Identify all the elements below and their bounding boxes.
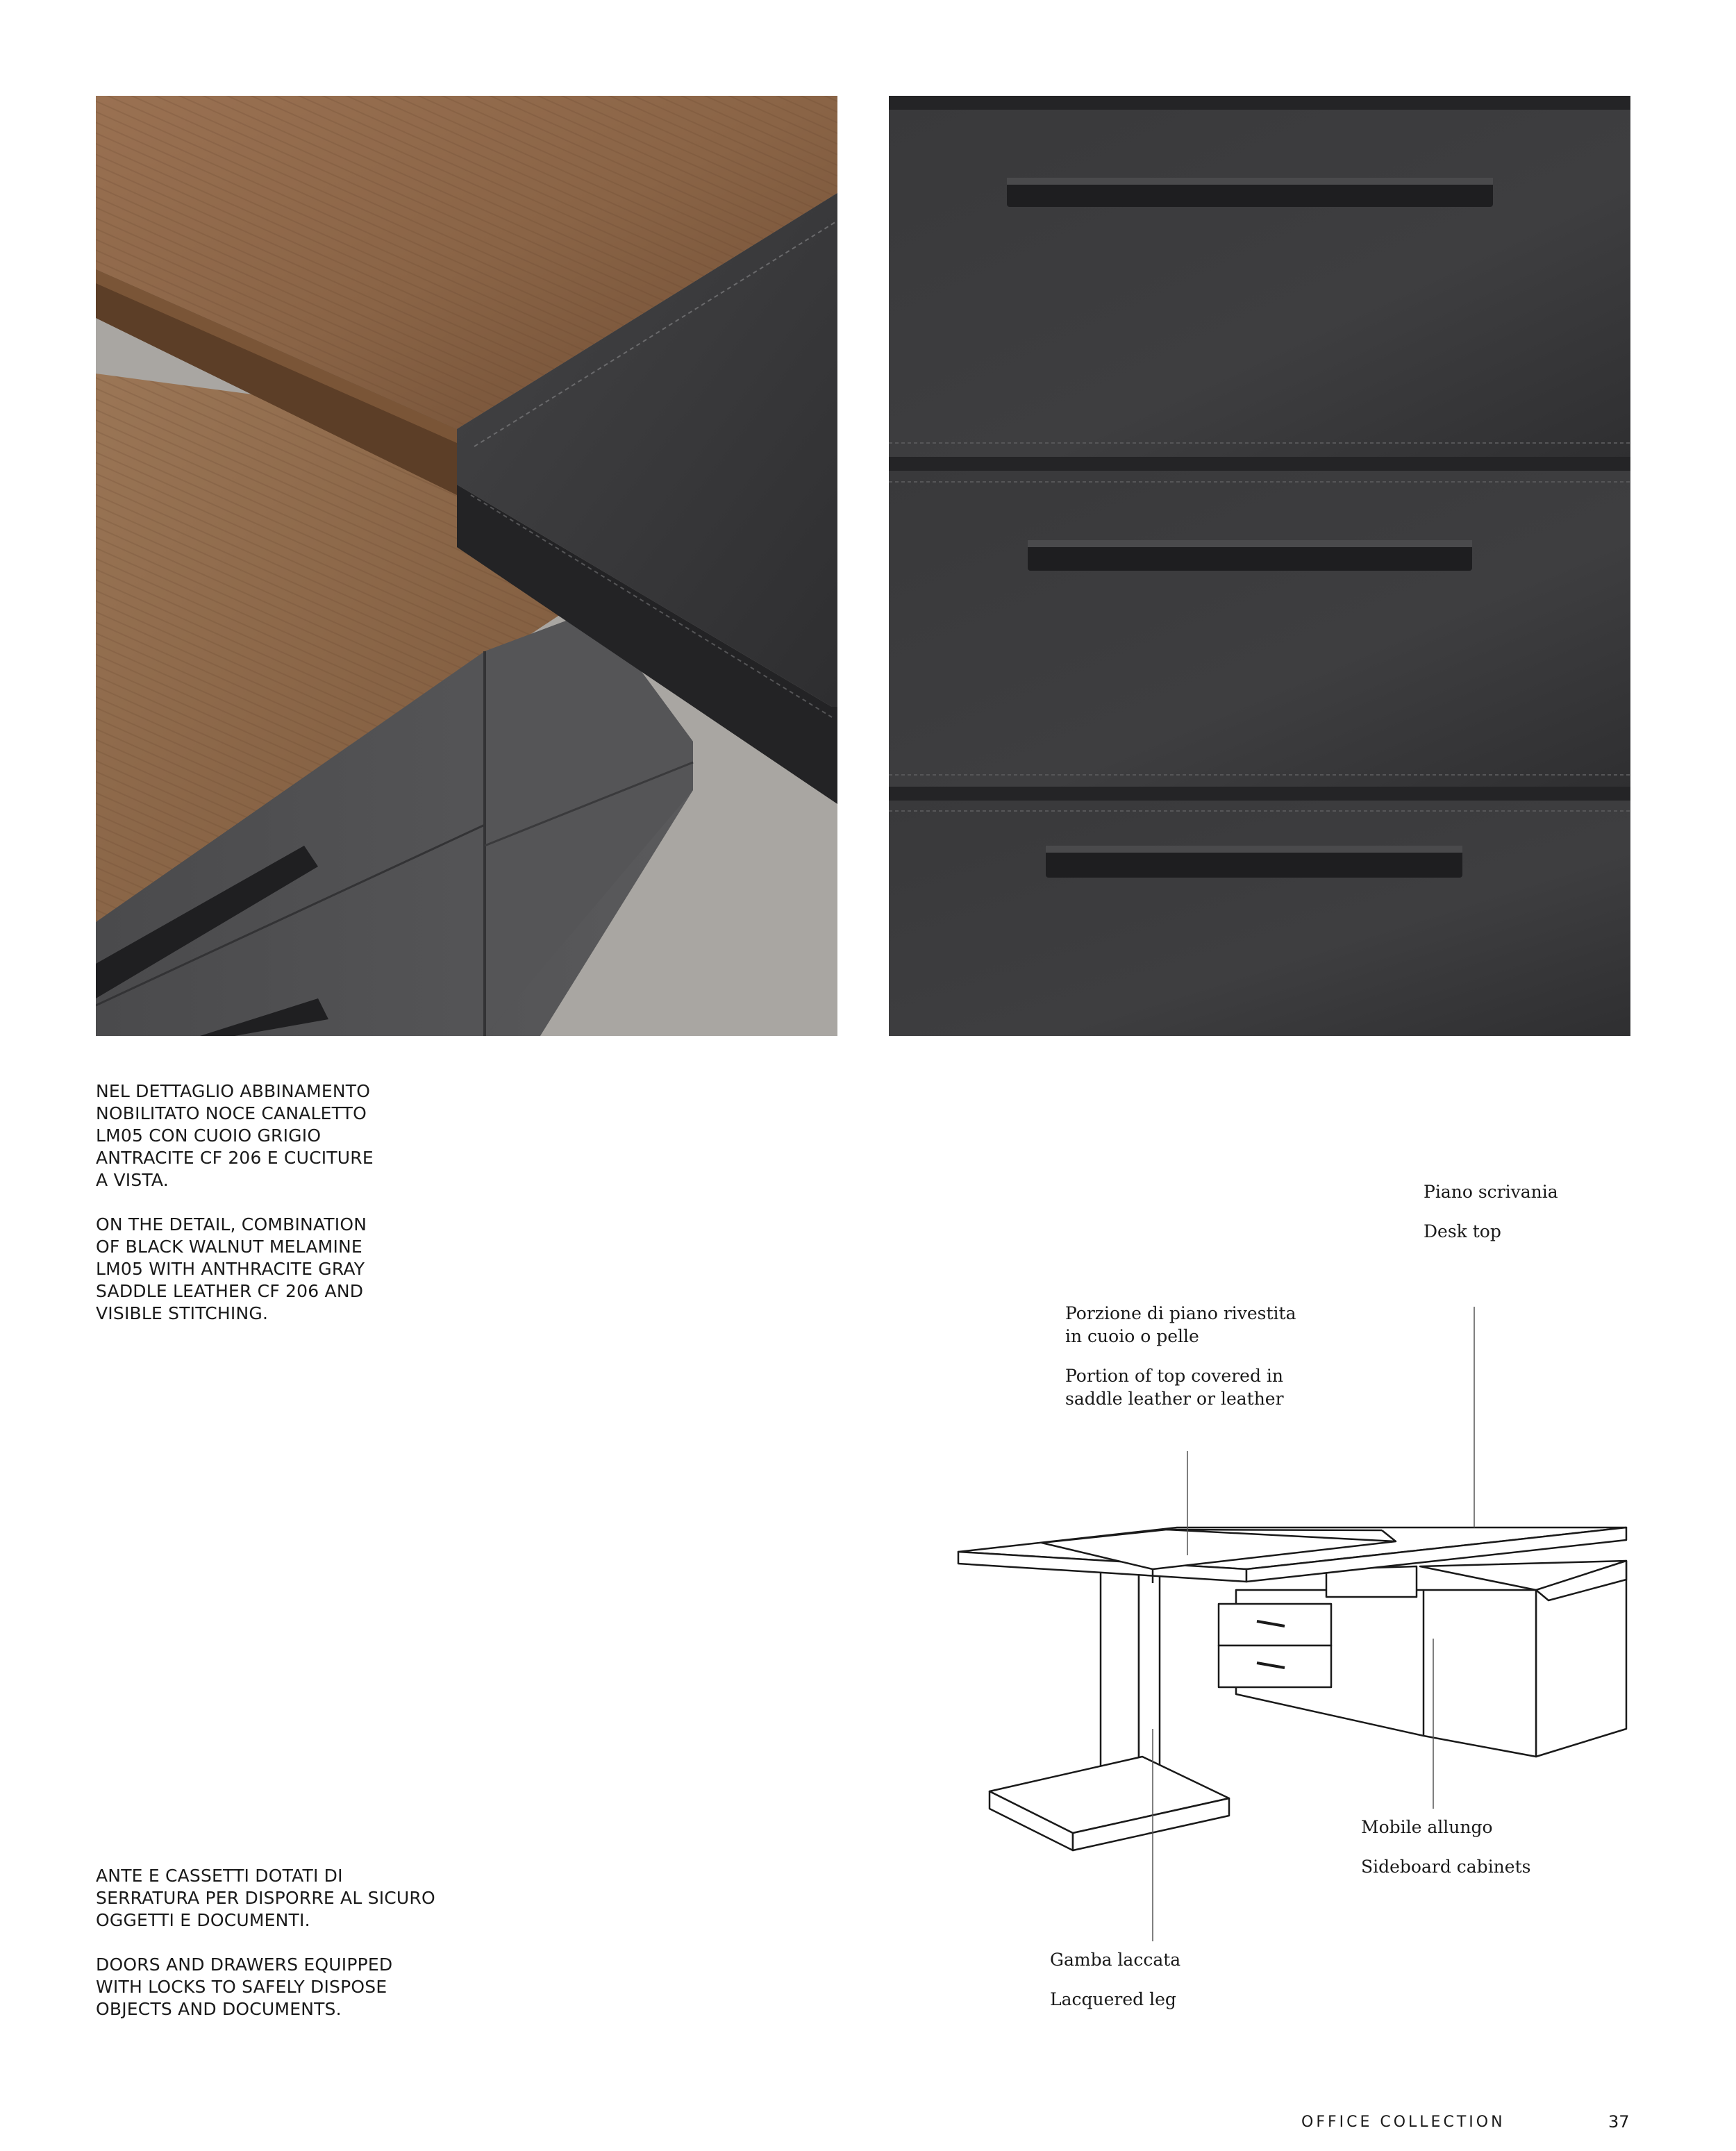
label-leg — [1050, 1948, 1180, 2011]
label-leather-portion — [1065, 1302, 1296, 1410]
footer-page-number: 37 — [1608, 2112, 1630, 2132]
label-sideboard-en: Sideboard cabinets — [1361, 1857, 1531, 1877]
label-leather-it-line: Porzione di piano rivestita — [1065, 1303, 1296, 1323]
caption-it-line: LM05 CON CUOIO GRIGIO — [96, 1125, 322, 1146]
caption-it-line: OGGETTI E DOCUMENTI. — [96, 1910, 310, 1930]
caption-en-line: ON THE DETAIL, COMBINATION — [96, 1214, 367, 1234]
label-leather-it-line: in cuoio o pelle — [1065, 1326, 1199, 1346]
label-leather-en-line: saddle leather or leather — [1065, 1389, 1284, 1409]
photo-leather-drawers — [889, 96, 1630, 1036]
caption-it-line: NEL DETTAGLIO ABBINAMENTO — [96, 1081, 371, 1101]
caption-en-line: LM05 WITH ANTHRACITE GRAY — [96, 1259, 365, 1279]
caption-en-line: VISIBLE STITCHING. — [96, 1303, 269, 1323]
caption-en-line: WITH LOCKS TO SAFELY DISPOSE — [96, 1977, 387, 1997]
label-sideboard-it: Mobile allungo — [1361, 1817, 1493, 1837]
label-leg-en: Lacquered leg — [1050, 1989, 1176, 2009]
label-desk-top-it: Piano scrivania — [1424, 1182, 1558, 1202]
caption-en-line: SADDLE LEATHER CF 206 AND — [96, 1281, 364, 1301]
caption-it-line: NOBILITATO NOCE CANALETTO — [96, 1103, 367, 1123]
caption-it-line: A VISTA. — [96, 1170, 169, 1190]
desk-line-drawing — [937, 1180, 1639, 2083]
caption-it-line: SERRATURA PER DISPORRE AL SICURO — [96, 1888, 435, 1908]
caption-finish-detail — [96, 1080, 443, 1325]
caption-en-line: OF BLACK WALNUT MELAMINE — [96, 1237, 362, 1257]
footer-collection-title: OFFICE COLLECTION — [1301, 2114, 1505, 2131]
caption-en-line: DOORS AND DRAWERS EQUIPPED — [96, 1955, 393, 1975]
label-leg-it: Gamba laccata — [1050, 1950, 1181, 1970]
caption-it-line: ANTRACITE CF 206 E CUCITURE — [96, 1148, 374, 1168]
caption-it-line: ANTE E CASSETTI DOTATI DI — [96, 1866, 343, 1886]
caption-locks — [96, 1865, 485, 2020]
label-desk-top-en: Desk top — [1424, 1221, 1501, 1241]
label-sideboard — [1361, 1816, 1530, 1878]
caption-en-line: OBJECTS AND DOCUMENTS. — [96, 1999, 342, 2019]
label-leather-en-line: Portion of top covered in — [1065, 1366, 1284, 1386]
label-desk-top — [1424, 1180, 1558, 1243]
photo-walnut-leather-detail — [96, 96, 837, 1036]
